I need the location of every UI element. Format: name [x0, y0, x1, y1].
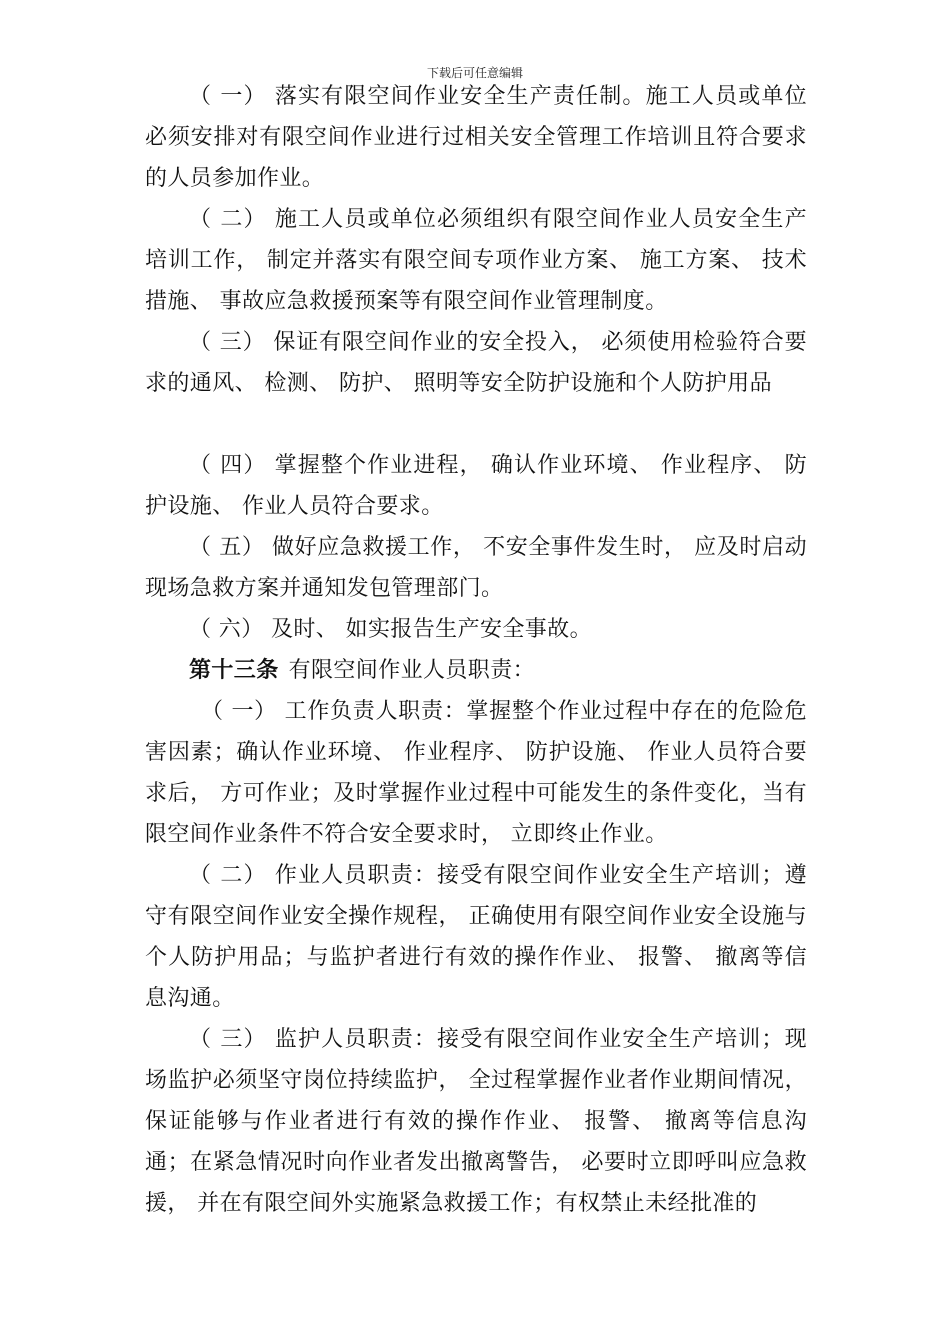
- paragraph-8: （ 一） 工作负责人职责：掌握整个作业过程中存在的危险危害因素；确认作业环境、 作业程序、 防护设施、 作业人员符合要求后， 方可作业；及时掌握作业过程中可能发生的条件变化，当有限空间作业条件不符合安全要求时， 立即终止作业。: [145, 699, 807, 847]
- page-header-note: 下载后可任意编辑: [426, 66, 523, 80]
- article-13-paragraph: [145, 650, 807, 691]
- paragraph-6: （ 六） 及时、 如实报告生产安全事故。: [189, 617, 592, 642]
- article-13-text: 有限空间作业人员职责：: [288, 658, 536, 683]
- document-body: [145, 76, 807, 1224]
- paragraph-1: （ 一） 落实有限空间作业安全生产责任制。施工人员或单位必须安排对有限空间作业进行过相关安全管理工作培训且符合要求的人员参加作业。: [145, 84, 807, 191]
- paragraph-3: （ 三） 保证有限空间作业的安全投入， 必须使用检验符合要求的通风、 检测、 防护、 照明等安全防护设施和个人防护用品: [145, 330, 807, 396]
- paragraph-10: （ 三） 监护人员职责：接受有限空间作业安全生产培训；现场监护必须坚守岗位持续监护， 全过程掌握作业者作业期间情况，保证能够与作业者进行有效的操作作业、 报警、 撤离等信息沟通；在紧急情况时向作业者发出撤离警告， 必要时立即呼叫应急救援， 并在有限空间外实施紧急救援工作；有权禁止未经批准的: [145, 1027, 807, 1216]
- paragraph-4: （ 四） 掌握整个作业进程， 确认作业环境、 作业程序、 防护设施、 作业人员符合要求。: [145, 453, 807, 519]
- paragraph-5: （ 五） 做好应急救援工作， 不安全事件发生时， 应及时启动现场急救方案并通知发包管理部门。: [145, 535, 807, 601]
- article-13-heading: 第十三条: [189, 657, 279, 683]
- paragraph-9: （ 二） 作业人员职责：接受有限空间作业安全生产培训；遵守有限空间作业安全操作规程， 正确使用有限空间作业安全设施与个人防护用品；与监护者进行有效的操作作业、 报警、 撤离等信息沟通。: [145, 863, 807, 1011]
- paragraph-2: （ 二） 施工人员或单位必须组织有限空间作业人员安全生产培训工作， 制定并落实有限空间专项作业方案、 施工方案、 技术措施、 事故应急救援预案等有限空间作业管理制度。: [145, 207, 807, 314]
